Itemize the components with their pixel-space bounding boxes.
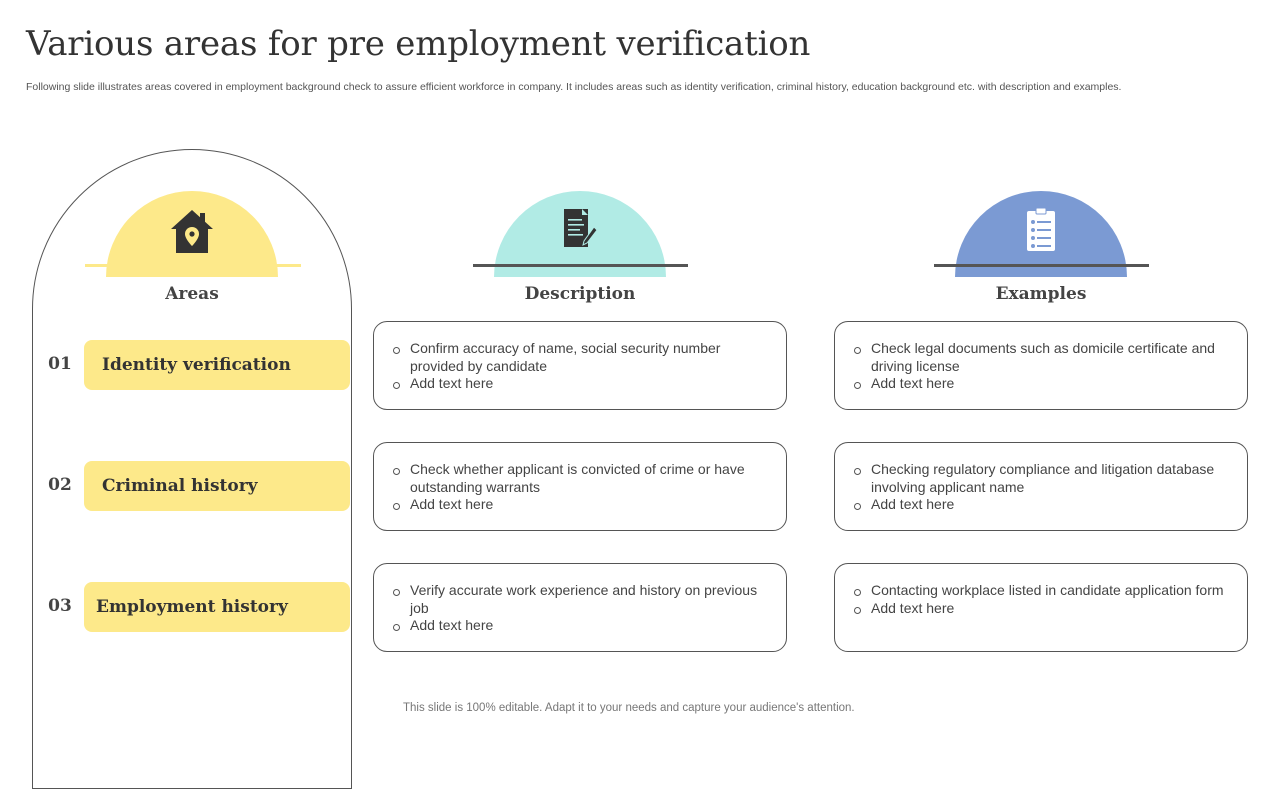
- description-bullet: Add text here: [392, 496, 768, 514]
- example-bullet: Add text here: [853, 600, 1229, 618]
- description-bullet: Verify accurate work experience and history on previous job: [392, 582, 768, 617]
- description-bullet: Add text here: [392, 375, 768, 393]
- row-number: 03: [48, 596, 72, 616]
- document-pen-icon: [560, 207, 600, 256]
- footer-note: This slide is 100% editable. Adapt it to your needs and capture your audience's attention.: [403, 702, 855, 714]
- row-number: 01: [48, 354, 72, 374]
- areas-baseline: [85, 264, 301, 267]
- description-card: [373, 321, 787, 410]
- example-bullet: Checking regulatory compliance and litigation database involving applicant name: [853, 461, 1229, 496]
- description-baseline: [473, 264, 688, 267]
- example-bullet: Check legal documents such as domicile certificate and driving license: [853, 340, 1229, 375]
- row-number: 02: [48, 475, 72, 495]
- examples-baseline: [934, 264, 1149, 267]
- slide-title: Various areas for pre employment verification: [26, 24, 811, 64]
- examples-card: [834, 563, 1248, 652]
- example-bullet: Add text here: [853, 496, 1229, 514]
- example-bullet: Contacting workplace listed in candidate application form: [853, 582, 1229, 600]
- area-identity-verification: Identity verification: [84, 340, 350, 390]
- description-header: Description: [524, 284, 636, 304]
- description-card: [373, 563, 787, 652]
- description-bullet: Add text here: [392, 617, 768, 635]
- examples-card: [834, 321, 1248, 410]
- description-bullet: Check whether applicant is convicted of crime or have outstanding warrants: [392, 461, 768, 496]
- house-location-icon: [169, 207, 215, 260]
- areas-header: Areas: [165, 284, 219, 304]
- area-employment-history: Employment history: [84, 582, 350, 632]
- examples-header: Examples: [995, 284, 1087, 304]
- description-card: [373, 442, 787, 531]
- example-bullet: Add text here: [853, 375, 1229, 393]
- description-bullet: Confirm accuracy of name, social security number provided by candidate: [392, 340, 768, 375]
- checklist-clipboard-icon: [1024, 207, 1058, 258]
- examples-card: [834, 442, 1248, 531]
- area-criminal-history: Criminal history: [84, 461, 350, 511]
- slide-subtitle: Following slide illustrates areas covered in employment background check to assure efficient workforce in company. It includes areas such as identity verification, criminal history, education background etc. with description and examples.: [26, 81, 1122, 93]
